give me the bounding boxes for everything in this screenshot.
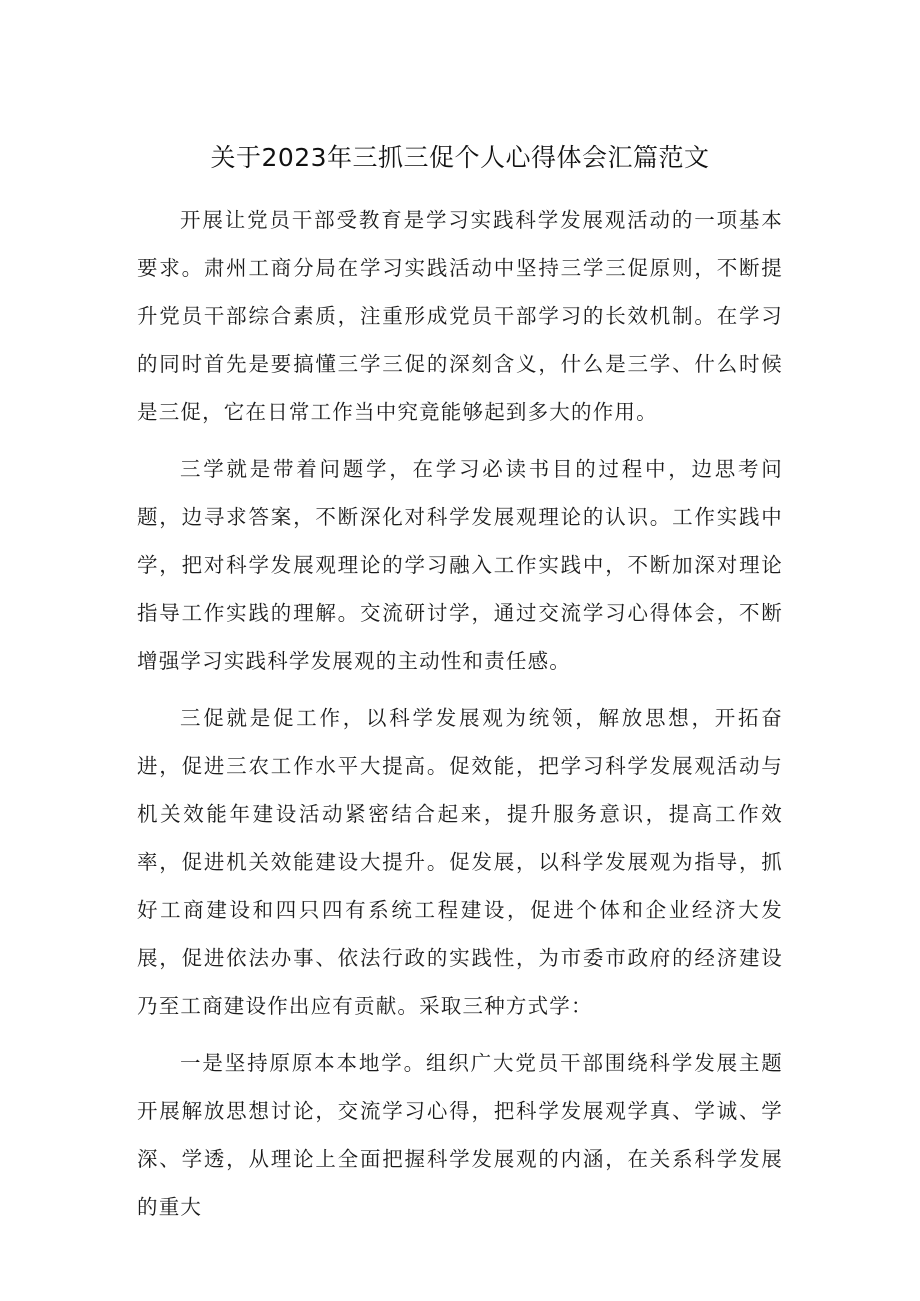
- document-title: 关于2023年三抓三促个人心得体会汇篇范文: [210, 143, 710, 172]
- paragraph: 三学就是带着问题学，在学习必读书目的过程中，边思考问题，边寻求答案，不断深化对科学发展观理论的认识。工作实践中学，把对科学发展观理论的学习融入工作实践中，不断加深对理论指导工作实践的理解。交流研讨学，通过交流学习心得体会，不断增强学习实践科学发展观的主动性和责任感。: [137, 457, 783, 673]
- document-body: [137, 196, 783, 1231]
- paragraph: 开展让党员干部受教育是学习实践科学发展观活动的一项基本要求。肃州工商分局在学习实践活动中坚持三学三促原则，不断提升党员干部综合素质，注重形成党员干部学习的长效机制。在学习的同时首先是要搞懂三学三促的深刻含义，什么是三学、什么时候是三促，它在日常工作当中究竟能够起到多大的作用。: [137, 208, 783, 424]
- paragraph: 一是坚持原原本本地学。组织广大党员干部围绕科学发展主题开展解放思想讨论，交流学习心得，把科学发展观学真、学诚、学深、学透，从理论上全面把握科学发展观的内涵，在关系科学发展的重大: [137, 1051, 783, 1219]
- paragraph: 三促就是促工作，以科学发展观为统领，解放思想，开拓奋进，促进三农工作水平大提高。促效能，把学习科学发展观活动与机关效能年建设活动紧密结合起来，提升服务意识，提高工作效率，促进机关效能建设大提升。促发展，以科学发展观为指导，抓好工商建设和四只四有系统工程建设，促进个体和企业经济大发展，促进依法办事、依法行政的实践性，为市委市政府的经济建设乃至工商建设作出应有贡献。采取三种方式学：: [137, 706, 783, 1018]
